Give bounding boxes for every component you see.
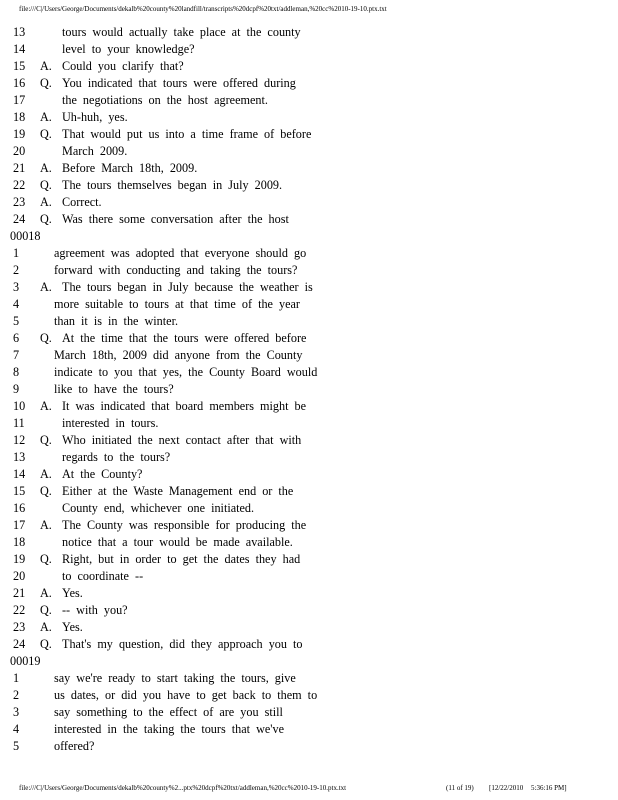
- speaker-label: A.: [40, 620, 52, 634]
- line-text: regards to the tours?: [62, 450, 171, 464]
- speaker-label: A.: [40, 59, 52, 73]
- transcript-line: [0, 483, 618, 500]
- line-number: 3: [13, 280, 20, 294]
- footer-page-count: (11 of 19): [446, 784, 474, 792]
- transcript-line: [0, 415, 618, 432]
- transcript-line: [0, 211, 618, 228]
- line-text: Correct.: [62, 195, 102, 209]
- transcript-line: [0, 313, 618, 330]
- speaker-label: A.: [40, 518, 52, 532]
- line-number: 5: [13, 739, 20, 753]
- line-text: March 18th, 2009 did anyone from the County: [54, 348, 303, 362]
- line-number: 2: [13, 263, 20, 277]
- transcript-line: [0, 466, 618, 483]
- line-number: 23: [13, 620, 26, 634]
- line-text: interested in tours.: [62, 416, 159, 430]
- line-text: Could you clarify that?: [62, 59, 184, 73]
- transcript-line: [0, 160, 618, 177]
- transcript-line: [0, 670, 618, 687]
- line-text: notice that a tour would be made available.: [62, 535, 293, 549]
- line-number: 10: [13, 399, 26, 413]
- line-number: 15: [13, 59, 26, 73]
- transcript-line: [0, 262, 618, 279]
- line-number: 8: [13, 365, 20, 379]
- line-number: 16: [13, 76, 26, 90]
- speaker-label: Q.: [40, 331, 52, 345]
- transcript-line: [0, 177, 618, 194]
- line-number: 24: [13, 212, 26, 226]
- line-text: agreement was adopted that everyone should go: [54, 246, 307, 260]
- line-text: Yes.: [62, 586, 83, 600]
- transcript-line: [0, 721, 618, 738]
- line-text: The tours themselves began in July 2009.: [62, 178, 283, 192]
- line-text: That's my question, did they approach you to: [62, 637, 303, 651]
- transcript-line: [0, 330, 618, 347]
- line-number: 12: [13, 433, 26, 447]
- line-text: The tours began in July because the weather is: [62, 280, 313, 294]
- transcript-line: [0, 194, 618, 211]
- transcript-line: [0, 92, 618, 109]
- line-number: 19: [13, 552, 26, 566]
- line-number: 15: [13, 484, 26, 498]
- line-text: more suitable to tours at that time of the year: [54, 297, 300, 311]
- line-text: like to have the tours?: [54, 382, 174, 396]
- line-text: At the time that the tours were offered before: [62, 331, 307, 345]
- speaker-label: A.: [40, 161, 52, 175]
- line-number: 6: [13, 331, 20, 345]
- speaker-label: A.: [40, 399, 52, 413]
- speaker-label: Q.: [40, 433, 52, 447]
- speaker-label: Q.: [40, 76, 52, 90]
- speaker-label: Q.: [40, 178, 52, 192]
- line-text: Either at the Waste Management end or the: [62, 484, 294, 498]
- transcript-line: [0, 619, 618, 636]
- speaker-label: A.: [40, 586, 52, 600]
- line-number: 14: [13, 467, 26, 481]
- line-number: 2: [13, 688, 20, 702]
- transcript-line: [0, 75, 618, 92]
- line-text: Yes.: [62, 620, 83, 634]
- transcript-line: [0, 500, 618, 517]
- line-number: 22: [13, 178, 26, 192]
- line-number: 21: [13, 586, 26, 600]
- line-number: 18: [13, 535, 26, 549]
- transcript-line: [0, 568, 618, 585]
- line-text: indicate to you that yes, the County Board would: [54, 365, 318, 379]
- line-number: 23: [13, 195, 26, 209]
- transcript-line: [0, 126, 618, 143]
- transcript-line: [0, 738, 618, 755]
- line-number: 17: [13, 518, 26, 532]
- transcript-line: [0, 449, 618, 466]
- page-number-marker: [0, 653, 618, 670]
- line-number: 21: [13, 161, 26, 175]
- line-number: 5: [13, 314, 20, 328]
- transcript-line: [0, 347, 618, 364]
- transcript-line: [0, 585, 618, 602]
- line-number: 13: [13, 25, 26, 39]
- line-text: You indicated that tours were offered during: [62, 76, 296, 90]
- page-number-marker: [0, 228, 618, 245]
- transcript-line: [0, 704, 618, 721]
- line-number: 3: [13, 705, 20, 719]
- line-number: 18: [13, 110, 26, 124]
- line-text: say something to the effect of are you still: [54, 705, 283, 719]
- footer-date: [12/22/2010: [489, 784, 524, 792]
- line-text: The County was responsible for producing the: [62, 518, 307, 532]
- speaker-label: Q.: [40, 603, 52, 617]
- line-number: 7: [13, 348, 20, 362]
- line-text: At the County?: [62, 467, 143, 481]
- line-text: forward with conducting and taking the tours?: [54, 263, 298, 277]
- footer-file-path: file:///C|/Users/George/Documents/dekalb%20county%2...ptx%20dcpf%20txt/addleman,%20cc%2010-19-10.ptx.txt: [19, 784, 347, 792]
- line-text: -- with you?: [62, 603, 128, 617]
- transcript-line: [0, 517, 618, 534]
- transcript-line: [0, 398, 618, 415]
- line-text: County end, whichever one initiated.: [62, 501, 255, 515]
- transcript-line: [0, 534, 618, 551]
- speaker-label: A.: [40, 195, 52, 209]
- line-text: tours would actually take place at the county: [62, 25, 301, 39]
- line-number: 24: [13, 637, 26, 651]
- line-text: March 2009.: [62, 144, 128, 158]
- transcript-line: [0, 381, 618, 398]
- speaker-label: Q.: [40, 637, 52, 651]
- speaker-label: A.: [40, 280, 52, 294]
- transcript-line: [0, 602, 618, 619]
- file-path-header: file:///C|/Users/George/Documents/dekalb%20county%20landfill/transcripts%20dcpf%20txt/addleman,%20cc%2010-19-10.ptx.txt: [19, 5, 387, 13]
- line-number: 16: [13, 501, 26, 515]
- line-number: 20: [13, 144, 26, 158]
- page-number: 00018: [10, 229, 41, 243]
- page-number: 00019: [10, 654, 41, 668]
- transcript-line: [0, 109, 618, 126]
- speaker-label: Q.: [40, 484, 52, 498]
- speaker-label: A.: [40, 467, 52, 481]
- line-text: the negotiations on the host agreement.: [62, 93, 268, 107]
- line-text: Was there some conversation after the host: [62, 212, 289, 226]
- line-text: interested in the taking the tours that we've: [54, 722, 284, 736]
- line-number: 9: [13, 382, 20, 396]
- line-text: offered?: [54, 739, 95, 753]
- transcript-line: [0, 432, 618, 449]
- line-text: than it is in the winter.: [54, 314, 178, 328]
- transcript-line: [0, 24, 618, 41]
- line-number: 1: [13, 246, 20, 260]
- footer-time: 5:36:16 PM]: [531, 784, 567, 792]
- line-text: us dates, or did you have to get back to them to: [54, 688, 318, 702]
- transcript-line: [0, 364, 618, 381]
- line-text: Who initiated the next contact after that with: [62, 433, 302, 447]
- line-number: 20: [13, 569, 26, 583]
- transcript-line: [0, 279, 618, 296]
- line-text: Before March 18th, 2009.: [62, 161, 198, 175]
- line-number: 4: [13, 722, 20, 736]
- line-number: 17: [13, 93, 26, 107]
- line-text: say we're ready to start taking the tours, give: [54, 671, 296, 685]
- transcript-line: [0, 551, 618, 568]
- speaker-label: A.: [40, 110, 52, 124]
- line-number: 13: [13, 450, 26, 464]
- line-text: That would put us into a time frame of before: [62, 127, 312, 141]
- line-number: 4: [13, 297, 20, 311]
- speaker-label: Q.: [40, 127, 52, 141]
- transcript-line: [0, 143, 618, 160]
- line-number: 19: [13, 127, 26, 141]
- transcript-body: [0, 24, 618, 755]
- transcript-line: [0, 245, 618, 262]
- transcript-line: [0, 58, 618, 75]
- speaker-label: Q.: [40, 212, 52, 226]
- line-text: to coordinate --: [62, 569, 144, 583]
- transcript-line: [0, 41, 618, 58]
- line-text: level to your knowledge?: [62, 42, 195, 56]
- line-text: Right, but in order to get the dates they had: [62, 552, 301, 566]
- line-text: It was indicated that board members might be: [62, 399, 307, 413]
- line-number: 1: [13, 671, 20, 685]
- line-number: 14: [13, 42, 26, 56]
- transcript-line: [0, 687, 618, 704]
- speaker-label: Q.: [40, 552, 52, 566]
- line-number: 22: [13, 603, 26, 617]
- line-number: 11: [13, 416, 25, 430]
- line-text: Uh-huh, yes.: [62, 110, 128, 124]
- transcript-line: [0, 636, 618, 653]
- transcript-line: [0, 296, 618, 313]
